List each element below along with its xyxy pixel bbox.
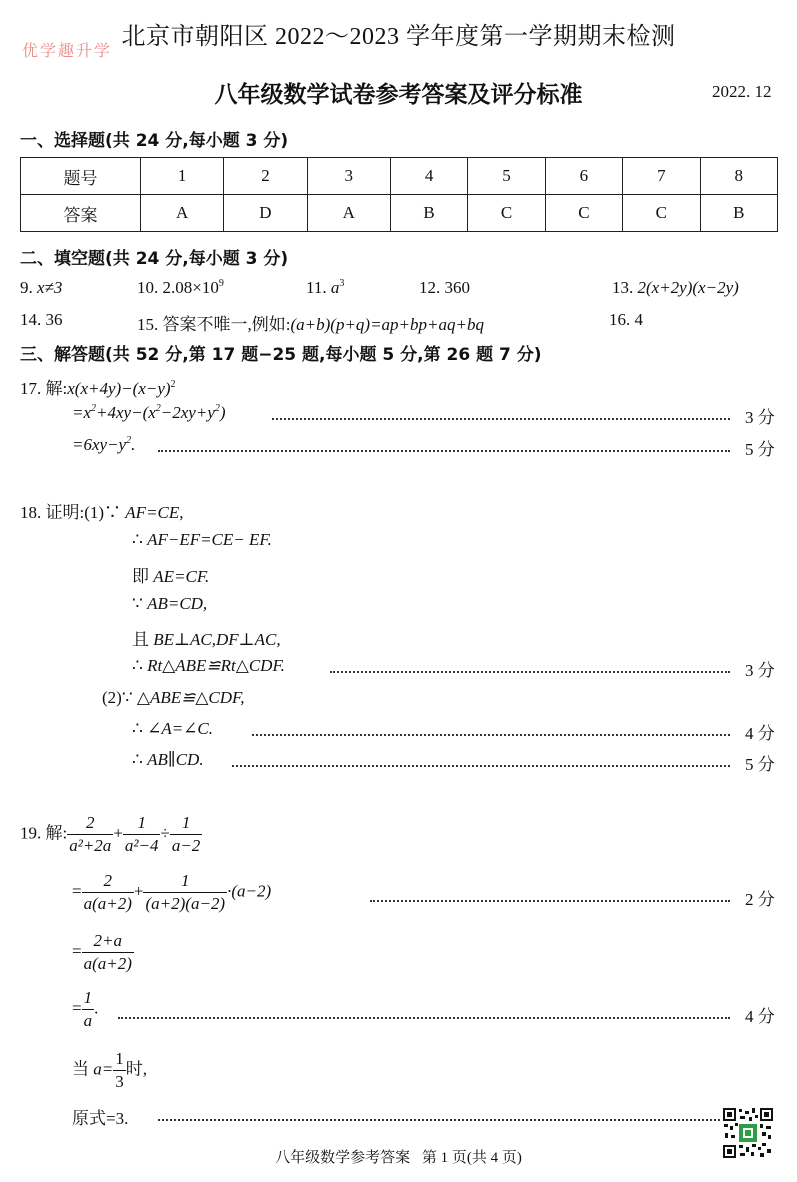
- dotted-leader: [118, 1017, 730, 1019]
- footer-doc-name: 八年级数学参考答案: [275, 1150, 411, 1166]
- answer-10: [137, 278, 224, 298]
- expression: −2xy+y: [160, 403, 215, 422]
- section1-heading: 一、选择题(共 24 分,每小题 3 分): [20, 131, 289, 151]
- q18-line2: [132, 530, 272, 550]
- table-cell: 5: [468, 158, 545, 195]
- numerator: 2+a: [93, 931, 122, 950]
- numerator: 1: [181, 813, 191, 832]
- operator: ÷: [160, 823, 170, 843]
- answer-13: [612, 278, 739, 298]
- exponent: 2: [126, 435, 132, 446]
- table-cell: 4: [390, 158, 467, 195]
- fraction: [82, 930, 134, 975]
- numerator: 1: [181, 871, 190, 890]
- document-date: 2022. 12: [712, 82, 772, 101]
- expression: =x: [72, 403, 92, 422]
- dotted-leader: [272, 418, 730, 420]
- expression: a=: [93, 1059, 114, 1079]
- expression: ·(a−2): [227, 881, 272, 901]
- table-cell-label: 答案: [21, 195, 141, 232]
- score: 3 分: [745, 661, 775, 680]
- page-title: 北京市朝阳区 2022～2023 学年度第一学期期末检测: [121, 24, 676, 50]
- statement: Rt△ABE≌Rt△CDF.: [147, 656, 285, 675]
- q17-line1: [20, 374, 176, 399]
- q17-line3: [72, 435, 135, 455]
- score: 4 分: [745, 724, 775, 743]
- solution-label: 解:: [45, 379, 68, 398]
- q18-line9: [132, 750, 204, 770]
- operator: =: [72, 998, 82, 1018]
- solution-label: 解:: [45, 823, 68, 843]
- denominator: a(a+2): [83, 894, 132, 913]
- dotted-leader: [158, 450, 730, 452]
- table-cell: 1: [141, 158, 224, 195]
- answer-14: 14. 36: [20, 310, 63, 329]
- dotted-leader: [370, 900, 730, 902]
- answer-text: 答案不唯一,例如:: [162, 315, 291, 334]
- numerator: 1: [115, 1049, 124, 1068]
- q19-line1: [20, 812, 202, 857]
- q18-line7: [102, 688, 245, 708]
- exponent: 9: [218, 278, 224, 289]
- connector: 且: [132, 630, 149, 649]
- score: 3 分: [745, 408, 775, 427]
- dotted-leader: [158, 1119, 720, 1121]
- therefore-symbol: ∴: [132, 750, 143, 769]
- table-cell-label: 题号: [21, 158, 141, 195]
- dotted-leader: [232, 765, 730, 767]
- table-row-answers: [21, 195, 778, 232]
- because-symbol: ∵: [132, 594, 143, 613]
- watermark: 优学趣升学: [22, 41, 113, 60]
- page-footer: [0, 1146, 797, 1167]
- q19-line3: [72, 930, 134, 975]
- score: 5 分: [745, 755, 775, 774]
- answer-value: x≠3: [37, 278, 63, 297]
- q18-line1: [20, 498, 184, 523]
- answer-value: a: [330, 278, 340, 297]
- table-cell: C: [468, 195, 545, 232]
- q19-result: 原式=3.: [72, 1109, 129, 1128]
- therefore-symbol: ∴: [132, 530, 143, 549]
- document-subtitle: 八年级数学试卷参考答案及评分标准: [214, 82, 583, 108]
- q18-line4: [132, 594, 207, 614]
- question-number: 15.: [137, 315, 159, 334]
- question-number: 18.: [20, 503, 42, 522]
- denominator: a²−4: [124, 836, 159, 855]
- q19-line5: [72, 1048, 147, 1093]
- denominator: 3: [115, 1072, 124, 1091]
- numerator: 1: [83, 988, 93, 1007]
- statement: AB∥CD.: [147, 750, 204, 769]
- exponent: 3: [339, 278, 345, 289]
- table-cell: 8: [700, 158, 777, 195]
- exponent: 2: [91, 403, 97, 414]
- question-number: 9.: [20, 278, 33, 297]
- question-number: 10.: [137, 278, 159, 297]
- table-cell: D: [224, 195, 307, 232]
- q17-line2: [72, 403, 226, 423]
- denominator: a(a+2): [83, 954, 132, 973]
- connector: 即: [132, 567, 149, 586]
- proof-label: 证明:(1)∵: [45, 503, 122, 522]
- table-cell: 2: [224, 158, 307, 195]
- section2-heading: 二、填空题(共 24 分,每小题 3 分): [20, 249, 289, 269]
- table-cell: B: [700, 195, 777, 232]
- answer-value: (a+b)(p+q)=ap+bp+aq+bq: [290, 315, 484, 334]
- answer-9: [20, 278, 62, 298]
- answer-12: 12. 360: [419, 278, 470, 297]
- fraction: [82, 987, 95, 1032]
- statement: ∠A=∠C.: [147, 719, 214, 738]
- expression: =6xy−y: [72, 435, 127, 454]
- table-cell: C: [623, 195, 700, 232]
- q19-line4: [72, 987, 98, 1032]
- expression: .: [94, 998, 99, 1018]
- fraction: [82, 870, 134, 915]
- part-label: (2)∵: [102, 688, 133, 707]
- table-cell: 6: [545, 158, 622, 195]
- dotted-leader: [330, 671, 730, 673]
- score: 4 分: [745, 1007, 775, 1026]
- table-cell: C: [545, 195, 622, 232]
- q19-line2: [72, 870, 271, 915]
- table-cell: A: [307, 195, 390, 232]
- table-row-numbers: [21, 158, 778, 195]
- numerator: 2: [103, 871, 112, 890]
- answer-table: [20, 157, 778, 232]
- fraction: [123, 812, 161, 857]
- expression: .: [131, 435, 136, 454]
- answer-11: [306, 278, 344, 298]
- question-number: 11.: [306, 278, 327, 297]
- statement: AF=CE,: [125, 503, 184, 522]
- q18-line3: [132, 562, 209, 587]
- answer-15: [137, 310, 484, 335]
- table-cell: 3: [307, 158, 390, 195]
- score: 2 分: [745, 890, 775, 909]
- answer-16: 16. 4: [609, 310, 643, 329]
- numerator: 1: [137, 813, 146, 832]
- question-number: 13.: [612, 278, 634, 297]
- operator: +: [133, 881, 144, 901]
- expression: x(x+4y)−(x−y): [67, 379, 171, 398]
- answer-value: 2(x+2y)(x−2y): [637, 278, 739, 297]
- table-cell: 7: [623, 158, 700, 195]
- denominator: (a+2)(a−2): [145, 894, 226, 913]
- exponent: 2: [214, 403, 220, 414]
- answer-value: 2.08×10: [162, 278, 219, 297]
- fraction: [143, 870, 227, 915]
- statement: BE⊥AC,DF⊥AC,: [153, 630, 281, 649]
- statement: AB=CD,: [147, 594, 208, 613]
- operator: +: [113, 823, 123, 843]
- exponent: 2: [155, 403, 161, 414]
- statement: △ABE≌△CDF,: [136, 688, 245, 707]
- denominator: a−2: [171, 836, 201, 855]
- statement: AF−EF=CE− EF.: [147, 530, 272, 549]
- fraction: [113, 1048, 126, 1093]
- denominator: a: [83, 1011, 93, 1030]
- therefore-symbol: ∴: [132, 719, 143, 738]
- statement: AE=CF.: [153, 567, 210, 586]
- q18-line8: [132, 719, 213, 739]
- fraction: [170, 812, 202, 857]
- score: 5 分: [745, 440, 775, 459]
- footer-page-number: 第 1 页(共 4 页): [421, 1150, 522, 1166]
- connector: 时,: [125, 1059, 147, 1079]
- table-cell: A: [141, 195, 224, 232]
- dotted-leader: [252, 734, 730, 736]
- expression: ): [219, 403, 226, 422]
- section3-heading: 三、解答题(共 52 分,第 17 题−25 题,每小题 5 分,第 26 题 7 分): [20, 345, 542, 365]
- numerator: 2: [86, 813, 95, 832]
- q18-line5: [132, 625, 281, 650]
- expression: +4xy−(x: [96, 403, 156, 422]
- exponent: 2: [170, 379, 176, 390]
- fraction: [67, 812, 113, 857]
- operator: =: [72, 941, 82, 961]
- operator: =: [72, 881, 82, 901]
- connector: 当: [72, 1059, 89, 1079]
- denominator: a²+2a: [69, 836, 112, 855]
- question-number: 17.: [20, 379, 42, 398]
- question-number: 19.: [20, 823, 42, 843]
- table-cell: B: [390, 195, 467, 232]
- q18-line6: [132, 656, 285, 676]
- therefore-symbol: ∴: [132, 656, 143, 675]
